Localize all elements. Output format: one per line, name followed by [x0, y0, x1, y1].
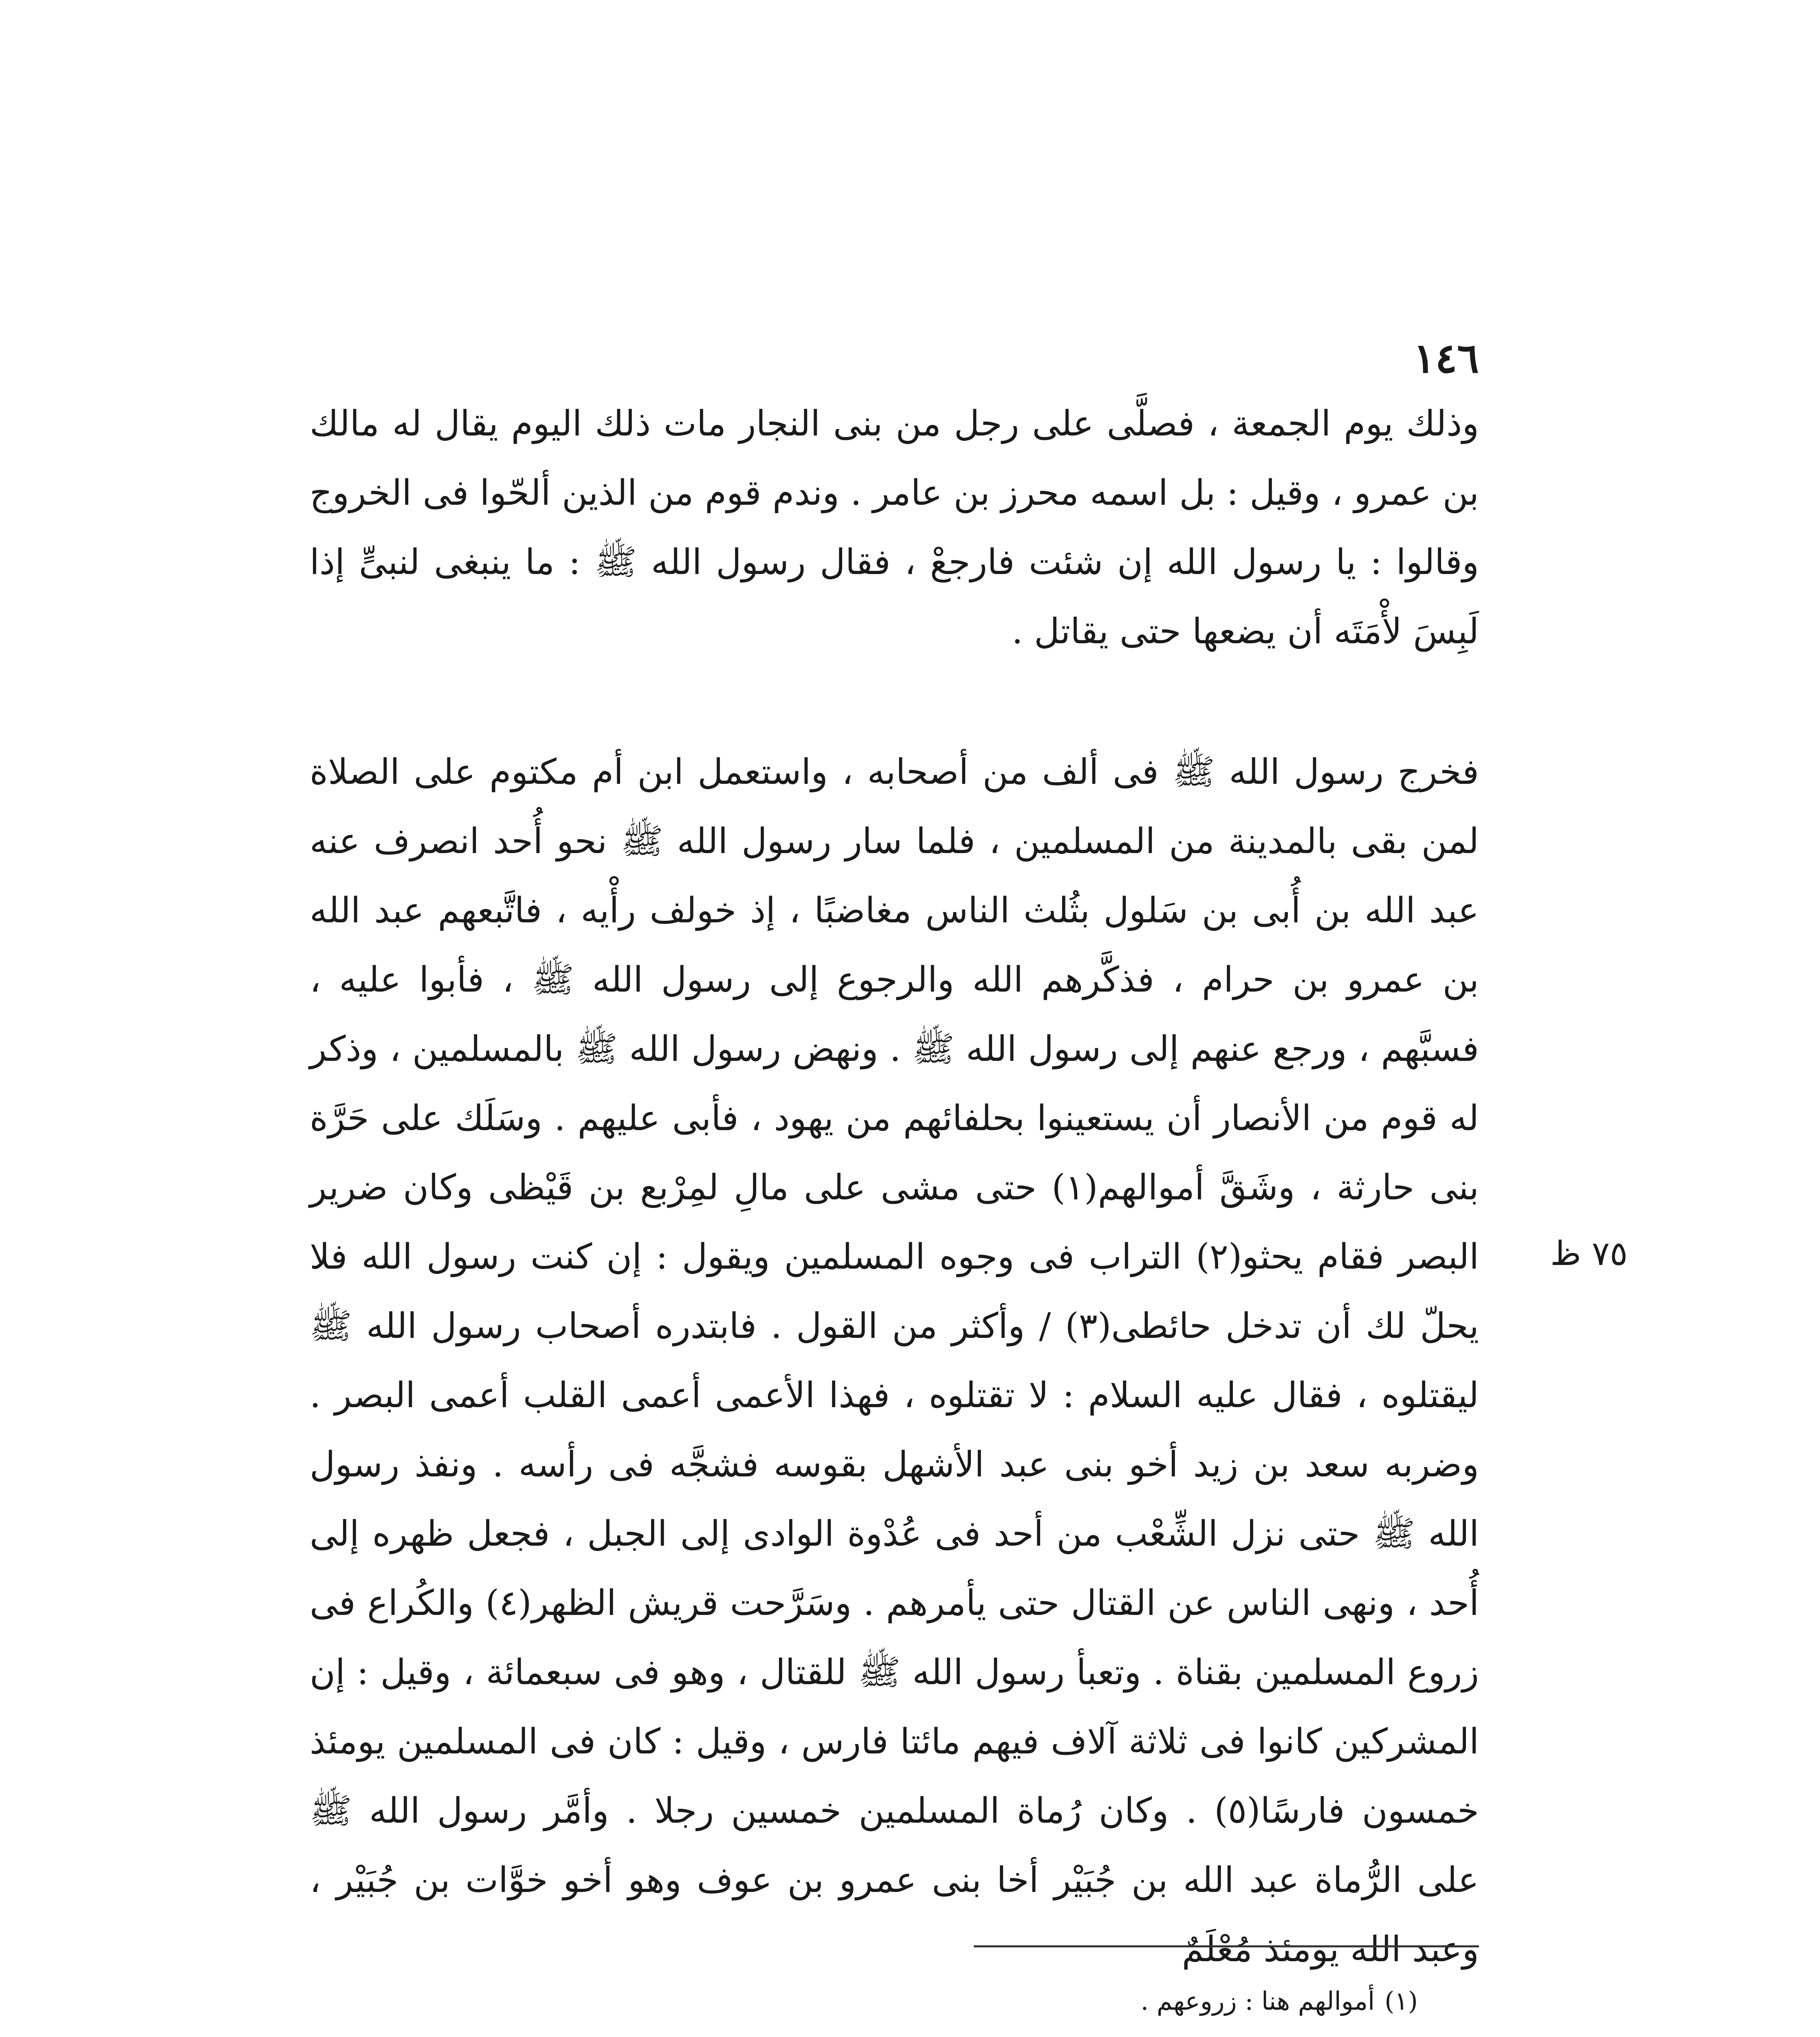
footnote-text: أموالهم هنا : زروعهم .	[1140, 1986, 1375, 2016]
footnote-divider	[974, 1945, 1479, 1947]
page-number: ١٤٦	[1413, 334, 1479, 382]
folio-margin-note: ٧٥ ظ	[1550, 1234, 1628, 1273]
paragraph-text: وذلك يوم الجمعة ، فصلَّى على رجل من بنى النجار مات ذلك اليوم يقال له مالك بن عمرو ، وقيل : بل اسمه محرز بن عامر . وندم قوم من الذين ألحّوا فى الخروج وقالوا : يا رسول الله إن شئت فارجعْ ، فقال رسول الله ﷺ : ما ينبغى لنبىٍّ إذا لَبِسَ لأْمَتَه أن يضعها حتى يقاتل .	[310, 403, 1479, 652]
footnotes	[326, 1976, 1418, 2037]
paragraph-2	[310, 737, 1479, 1984]
footnote-1	[326, 1976, 1418, 2026]
paragraph-text: فخرج رسول الله ﷺ فى ألف من أصحابه ، واستعمل ابن أم مكتوم على الصلاة لمن بقى بالمدينة من المسلمين ، فلما سار رسول الله ﷺ نحو أُحد انصرف عنه عبد الله بن أُبى بن سَلول بثُلث الناس مغاضبًا ، إذ خولف رأْيه ، فاتَّبعهم عبد الله بن عمرو بن حرام ، فذكَّرهم الله والرجوع إلى رسول الله ﷺ ، فأبوا عليه ، فسبَّهم ، ورجع عنهم إلى رسول الله ﷺ . ونهض رسول الله ﷺ بالمسلمين ، وذكر له قوم من الأنصار أن يستعينوا بحلفائهم من يهود ، فأبى عليهم . وسَلَك على حَرَّة بنى حارثة ، وشَقَّ أموالهم(١) حتى مشى على مالِ لمِرْبع بن قَيْظى وكان ضرير البصر فقام يحثو(٢) التراب فى وجوه المسلمين ويقول : إن كنت رسول الله فلا يحلّ لك أن تدخل حائطى(٣) / وأكثر من القول . فابتدره أصحاب رسول الله ﷺ ليقتلوه ، فقال عليه السلام : لا تقتلوه ، فهذا الأعمى أعمى القلب أعمى البصر . وضربه سعد بن زيد أخو بنى عبد الأشهل بقوسه فشجَّه فى رأسه . ونفذ رسول الله ﷺ حتى نزل الشِّعْب من أحد فى عُدْوة الوادى إلى الجبل ، فجعل ظهره إلى أُحد ، ونهى الناس عن القتال حتى يأمرهم . وسَرَّحت قريش الظهر(٤) والكُراع فى زروع المسلمين بقناة . وتعبأ رسول الله ﷺ للقتال ، وهو فى سبعمائة ، وقيل : إن المشركين كانوا فى ثلاثة آلاف فيهم مائتا فارس ، وقيل : كان فى المسلمين يومئذ خمسون فارسًا(٥) . وكان رُماة المسلمين خمسين رجلا . وأمَّر رسول الله ﷺ على الرُّماة عبد الله بن جُبَيْر أخا بنى عمرو بن عوف وهو أخو خوَّات بن جُبَيْر ، وعبد الله يومئذ مُعْلَمٌ	[310, 752, 1479, 1970]
paragraph-1	[310, 389, 1479, 666]
footnote-2	[326, 2026, 1418, 2037]
footnote-number: (١)	[1384, 1986, 1418, 2016]
